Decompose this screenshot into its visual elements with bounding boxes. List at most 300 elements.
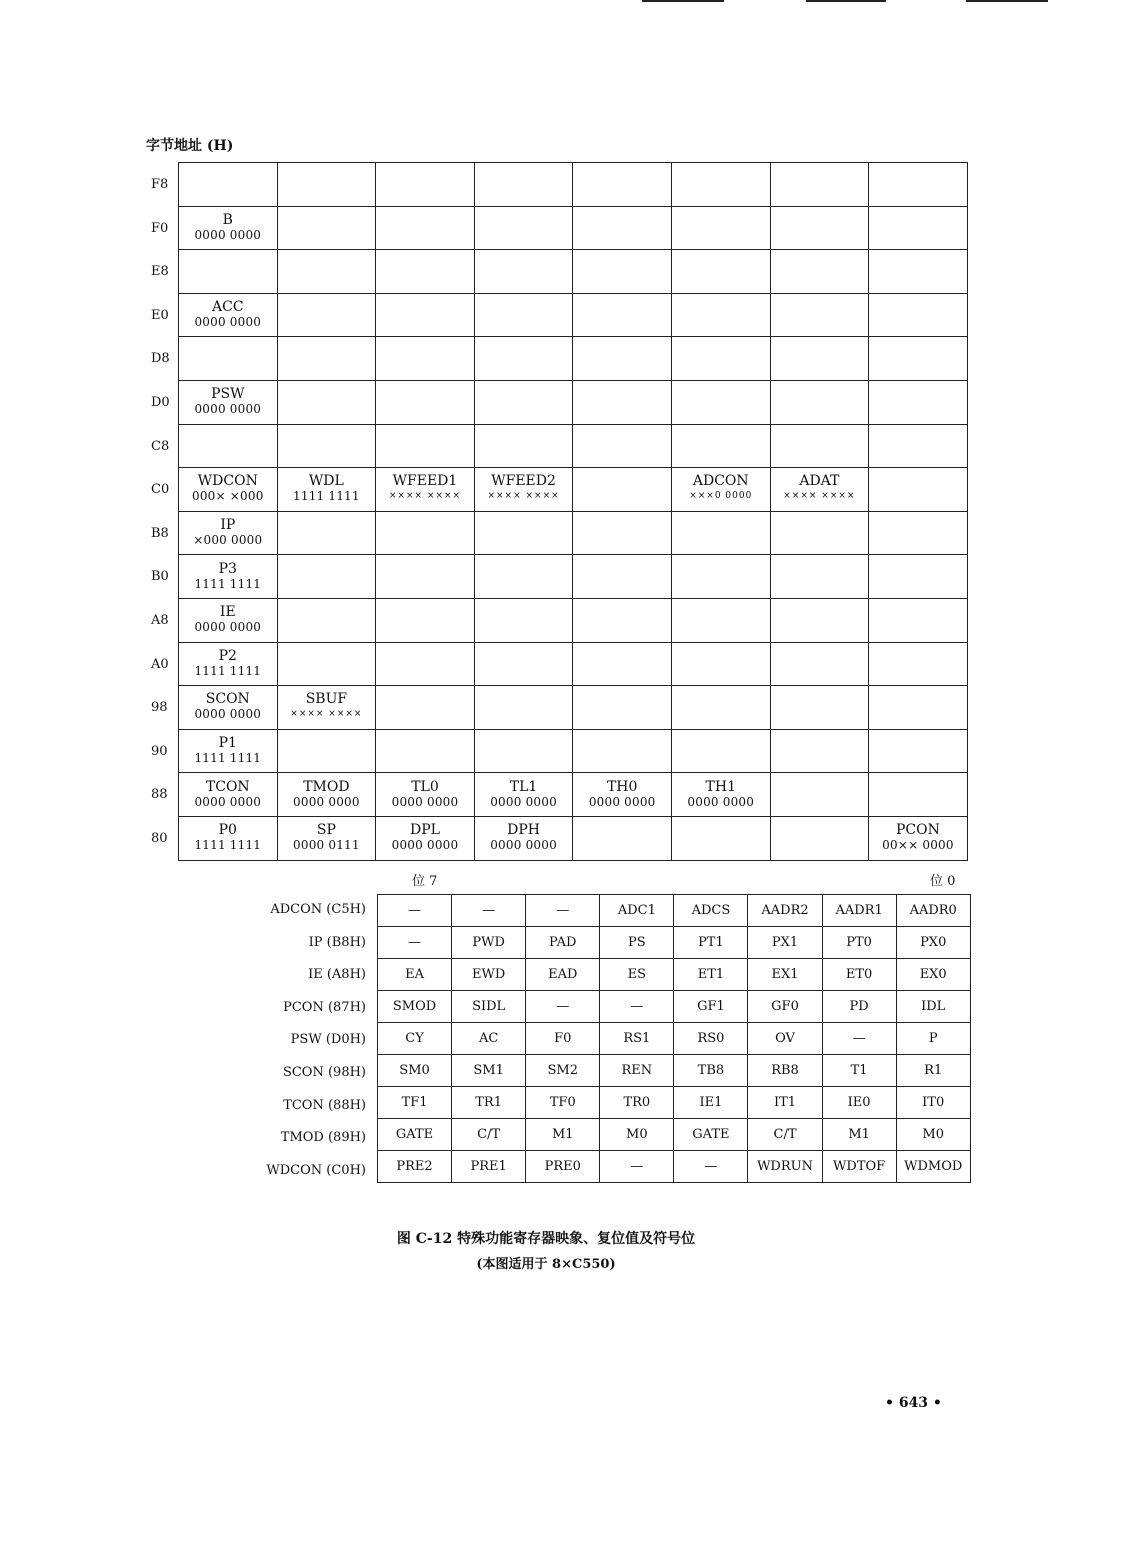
bit-cell: AC: [452, 1023, 526, 1055]
sfr-row: [179, 206, 968, 250]
reset-value: 0000 0000: [687, 794, 755, 809]
row-address-label: 90: [151, 743, 168, 759]
reset-value: ×××× ××××: [783, 491, 856, 502]
sfr-cell: [277, 773, 376, 817]
bit-cell: SMOD: [378, 991, 452, 1023]
register-name: ADCON: [692, 473, 749, 490]
sfr-cell: [770, 555, 869, 599]
sfr-cell: [770, 380, 869, 424]
bit-register-label: TMOD (89H): [280, 1130, 366, 1146]
row-address-label: A8: [151, 612, 169, 628]
bit-cell: M0: [896, 1119, 970, 1151]
sfr-cell: [573, 511, 672, 555]
reset-value: ×××× ××××: [487, 491, 560, 502]
register-name: TMOD: [303, 778, 350, 795]
sfr-cell: [376, 773, 475, 817]
bit-cell: P: [896, 1023, 970, 1055]
sfr-cell: [770, 729, 869, 773]
sfr-row: [179, 773, 968, 817]
bit-cell: RS1: [600, 1023, 674, 1055]
sfr-cell: [573, 816, 672, 860]
reset-value: 0000 0000: [490, 838, 557, 853]
bit-row: [378, 1151, 971, 1183]
bit-cell: F0: [526, 1023, 600, 1055]
sfr-cell: [277, 686, 376, 730]
bit-cell: PAD: [526, 927, 600, 959]
reset-value: ×000 0000: [193, 533, 263, 548]
sfr-row: [179, 468, 968, 512]
sfr-cell: [573, 555, 672, 599]
sfr-cell: [770, 468, 869, 512]
bit0-label: 位 0: [930, 874, 956, 889]
sfr-cell: [376, 729, 475, 773]
sfr-row: [179, 337, 968, 381]
sfr-cell: [869, 511, 968, 555]
sfr-cell: [770, 642, 869, 686]
register-name: SBUF: [305, 691, 348, 708]
bit-cell: SM1: [452, 1055, 526, 1087]
register-name: PSW: [211, 386, 245, 403]
sfr-row: [179, 511, 968, 555]
bit-cell: PX0: [896, 927, 970, 959]
row-address-label: D0: [151, 394, 170, 410]
bit-register-label: PSW (D0H): [290, 1032, 366, 1048]
row-address-label: 88: [151, 787, 168, 803]
row-address-label: B0: [151, 569, 169, 585]
reset-value: 1111 1111: [194, 838, 262, 853]
bit-cell: IE1: [674, 1087, 748, 1119]
sfr-cell: [770, 337, 869, 381]
sfr-cell: [376, 206, 475, 250]
reset-value: 1111 1111: [194, 576, 262, 591]
sfr-cell: [277, 555, 376, 599]
sfr-cell: [376, 555, 475, 599]
sfr-cell: [474, 686, 573, 730]
bit-cell: TR0: [600, 1087, 674, 1119]
bit-register-label: WDCON (C0H): [266, 1162, 366, 1178]
bit-cell: PRE1: [452, 1151, 526, 1183]
row-address-label: E0: [151, 307, 169, 323]
row-address-label: E8: [151, 264, 169, 280]
bit-cell: WDTOF: [822, 1151, 896, 1183]
register-name: DPH: [507, 822, 540, 839]
sfr-cell: [376, 337, 475, 381]
reset-value: 0000 0111: [293, 838, 360, 853]
bit-cell: AADR2: [748, 895, 822, 927]
bit-cell: WDRUN: [748, 1151, 822, 1183]
sfr-cell: [277, 511, 376, 555]
sfr-cell: [376, 686, 475, 730]
bit-row: [378, 1087, 971, 1119]
sfr-row: [179, 250, 968, 294]
register-name: WFEED2: [491, 473, 556, 490]
sfr-cell: [869, 468, 968, 512]
sfr-cell: [376, 163, 475, 207]
sfr-cell: [474, 773, 573, 817]
sfr-cell: [179, 511, 278, 555]
bit-cell: ES: [600, 959, 674, 991]
bit-cell: —: [526, 895, 600, 927]
bit-cell: GF0: [748, 991, 822, 1023]
sfr-row: [179, 686, 968, 730]
sfr-cell: [179, 424, 278, 468]
sfr-cell: [179, 555, 278, 599]
bit-cell: EX1: [748, 959, 822, 991]
register-name: P0: [218, 822, 237, 839]
sfr-cell: [277, 206, 376, 250]
sfr-row: [179, 729, 968, 773]
reset-value: 1111 1111: [194, 663, 262, 678]
sfr-cell: [671, 206, 770, 250]
sfr-row: [179, 816, 968, 860]
top-rule: [642, 0, 724, 2]
sfr-cell: [573, 729, 672, 773]
row-address-labels: [145, 163, 177, 861]
sfr-cell: [869, 206, 968, 250]
sfr-cell: [474, 293, 573, 337]
bit-cell: AADR1: [822, 895, 896, 927]
sfr-cell: [573, 642, 672, 686]
sfr-cell: [770, 511, 869, 555]
bit-row: [378, 1119, 971, 1151]
sfr-row: [179, 642, 968, 686]
sfr-cell: [474, 598, 573, 642]
sfr-cell: [277, 424, 376, 468]
sfr-cell: [671, 293, 770, 337]
row-address-label: 80: [151, 830, 168, 846]
sfr-cell: [277, 293, 376, 337]
sfr-cell: [179, 729, 278, 773]
bit-register-labels: [200, 894, 372, 1187]
bit-cell: TF1: [378, 1087, 452, 1119]
reset-value: 00×× 0000: [882, 838, 954, 853]
register-name: PCON: [896, 822, 940, 839]
bit-cell: —: [822, 1023, 896, 1055]
sfr-row: [179, 293, 968, 337]
reset-value: 0000 0000: [194, 794, 262, 809]
bit-row: [378, 1023, 971, 1055]
bit-cell: ADC1: [600, 895, 674, 927]
sfr-cell: [869, 729, 968, 773]
bit-register-label: ADCON (C5H): [270, 902, 366, 917]
sfr-cell: [869, 816, 968, 860]
sfr-row: [179, 555, 968, 599]
reset-value: 0000 0000: [194, 707, 262, 722]
sfr-cell: [869, 337, 968, 381]
sfr-cell: [573, 598, 672, 642]
bit-cell: TB8: [674, 1055, 748, 1087]
sfr-cell: [376, 468, 475, 512]
bit-cell: SIDL: [452, 991, 526, 1023]
sfr-cell: [474, 468, 573, 512]
bit-cell: RB8: [748, 1055, 822, 1087]
bit-cell: PWD: [452, 927, 526, 959]
bit-cell: IE0: [822, 1087, 896, 1119]
bit-row: [378, 895, 971, 927]
sfr-cell: [179, 337, 278, 381]
reset-value: 0000 0000: [194, 620, 262, 635]
sfr-cell: [770, 598, 869, 642]
bit-cell: ADCS: [674, 895, 748, 927]
bit-cell: IT0: [896, 1087, 970, 1119]
reset-value: 1111 1111: [293, 489, 360, 504]
sfr-cell: [671, 250, 770, 294]
register-name: P2: [218, 647, 237, 664]
sfr-map-table: [178, 162, 968, 861]
register-name: ACC: [212, 299, 244, 316]
bit-cell: C/T: [748, 1119, 822, 1151]
sfr-cell: [671, 468, 770, 512]
reset-value: ×××× ××××: [290, 709, 363, 720]
top-rule: [806, 0, 886, 2]
sfr-cell: [179, 773, 278, 817]
bit-register-label: SCON (98H): [282, 1064, 366, 1080]
sfr-cell: [573, 380, 672, 424]
sfr-cell: [277, 337, 376, 381]
sfr-cell: [376, 424, 475, 468]
reset-value: 0000 0000: [194, 227, 262, 242]
register-name: TH0: [606, 778, 638, 795]
bit-cell: R1: [896, 1055, 970, 1087]
row-address-label: F8: [151, 177, 169, 192]
bit-cell: AADR0: [896, 895, 970, 927]
sfr-cell: [179, 686, 278, 730]
bit-cell: EA: [378, 959, 452, 991]
figure-caption: 图 C-12 特殊功能寄存器映象、复位值及符号位: [396, 1231, 696, 1247]
sfr-cell: [376, 598, 475, 642]
sfr-cell: [869, 293, 968, 337]
sfr-cell: [277, 250, 376, 294]
reset-value: 0000 0000: [194, 315, 262, 330]
bit-cell: SM0: [378, 1055, 452, 1087]
sfr-cell: [869, 163, 968, 207]
bit-register-label: IP (B8H): [308, 934, 366, 950]
sfr-cell: [277, 729, 376, 773]
sfr-cell: [277, 380, 376, 424]
sfr-cell: [179, 206, 278, 250]
bit-cell: IT1: [748, 1087, 822, 1119]
bit-cell: GATE: [674, 1119, 748, 1151]
bit-cell: EWD: [452, 959, 526, 991]
sfr-cell: [376, 293, 475, 337]
row-address-label: F0: [151, 220, 169, 236]
bit-row: [378, 1055, 971, 1087]
register-name: IE: [219, 604, 236, 621]
figure-subcaption: (本图适用于 8×C550): [476, 1257, 616, 1272]
bit-cell: —: [452, 895, 526, 927]
sfr-cell: [474, 337, 573, 381]
sfr-cell: [671, 729, 770, 773]
reset-value: ×××× ××××: [388, 491, 462, 502]
bit-cell: SM2: [526, 1055, 600, 1087]
bit-cell: IDL: [896, 991, 970, 1023]
bit-row: [378, 959, 971, 991]
sfr-cell: [671, 163, 770, 207]
bit-cell: T1: [822, 1055, 896, 1087]
sfr-cell: [671, 642, 770, 686]
row-address-label: 98: [151, 700, 168, 716]
sfr-cell: [376, 380, 475, 424]
sfr-cell: [573, 468, 672, 512]
sfr-cell: [869, 642, 968, 686]
bit-cell: CY: [378, 1023, 452, 1055]
sfr-row: [179, 380, 968, 424]
sfr-cell: [671, 773, 770, 817]
sfr-cell: [474, 555, 573, 599]
bit-cell: GATE: [378, 1119, 452, 1151]
register-name: TH1: [705, 778, 736, 795]
sfr-row: [179, 163, 968, 207]
bit-cell: PT0: [822, 927, 896, 959]
bit-cell: TF0: [526, 1087, 600, 1119]
reset-value: 000× ×000: [192, 489, 264, 504]
bit-cell: C/T: [452, 1119, 526, 1151]
sfr-cell: [573, 206, 672, 250]
sfr-cell: [671, 380, 770, 424]
sfr-cell: [770, 206, 869, 250]
sfr-cell: [869, 424, 968, 468]
bit-symbol-table: [377, 894, 971, 1183]
bit-cell: EAD: [526, 959, 600, 991]
sfr-cell: [474, 511, 573, 555]
sfr-cell: [671, 555, 770, 599]
bit-cell: OV: [748, 1023, 822, 1055]
bit7-label: 位 7: [412, 874, 438, 889]
register-name: TCON: [205, 778, 250, 795]
sfr-cell: [671, 424, 770, 468]
bit-row: [378, 991, 971, 1023]
sfr-cell: [179, 250, 278, 294]
row-address-label: B8: [151, 525, 169, 541]
bit-cell: PD: [822, 991, 896, 1023]
page-number: • 643 •: [885, 1395, 942, 1411]
reset-value: 0000 0000: [391, 838, 459, 853]
sfr-cell: [277, 468, 376, 512]
sfr-cell: [573, 424, 672, 468]
top-rule: [966, 0, 1048, 2]
sfr-cell: [770, 250, 869, 294]
sfr-cell: [671, 816, 770, 860]
bit-row: [378, 927, 971, 959]
sfr-cell: [179, 816, 278, 860]
sfr-cell: [573, 293, 672, 337]
reset-value: 0000 0000: [194, 402, 262, 417]
sfr-cell: [474, 380, 573, 424]
register-name: DPL: [410, 822, 440, 839]
sfr-cell: [671, 511, 770, 555]
sfr-row: [179, 598, 968, 642]
sfr-cell: [573, 686, 672, 730]
bit-cell: REN: [600, 1055, 674, 1087]
bit-register-label: IE (A8H): [308, 967, 366, 983]
reset-value: 0000 0000: [293, 794, 360, 809]
register-name: SP: [316, 822, 336, 839]
row-address-label: D8: [151, 351, 170, 367]
sfr-cell: [770, 163, 869, 207]
register-name: TL0: [411, 778, 439, 795]
sfr-cell: [179, 598, 278, 642]
sfr-cell: [474, 206, 573, 250]
bit-cell: ET0: [822, 959, 896, 991]
register-name: WDCON: [197, 473, 258, 490]
reset-value: 0000 0000: [391, 794, 459, 809]
bit-cell: —: [378, 927, 452, 959]
bit-cell: PRE0: [526, 1151, 600, 1183]
reset-value: ×××0 0000: [689, 491, 753, 502]
bit-cell: PS: [600, 927, 674, 959]
reset-value: 0000 0000: [588, 794, 656, 809]
register-name: ADAT: [799, 473, 840, 490]
sfr-cell: [671, 686, 770, 730]
bit-register-label: TCON (88H): [283, 1097, 366, 1113]
register-name: B: [222, 211, 233, 228]
sfr-cell: [277, 163, 376, 207]
sfr-cell: [770, 686, 869, 730]
bit-cell: —: [526, 991, 600, 1023]
bit-cell: PRE2: [378, 1151, 452, 1183]
sfr-cell: [474, 424, 573, 468]
register-name: P3: [218, 560, 237, 577]
byte-address-title: 字节地址 (H): [146, 138, 234, 154]
bit-cell: —: [600, 1151, 674, 1183]
bit-cell: PX1: [748, 927, 822, 959]
sfr-cell: [474, 816, 573, 860]
bit-cell: ET1: [674, 959, 748, 991]
sfr-cell: [671, 598, 770, 642]
sfr-cell: [671, 337, 770, 381]
bit-cell: —: [378, 895, 452, 927]
sfr-cell: [277, 598, 376, 642]
sfr-cell: [770, 424, 869, 468]
sfr-cell: [869, 250, 968, 294]
bit-cell: GF1: [674, 991, 748, 1023]
register-name: SCON: [205, 691, 250, 708]
register-name: IP: [220, 517, 236, 534]
row-address-label: C8: [151, 438, 170, 454]
sfr-cell: [770, 293, 869, 337]
sfr-cell: [869, 686, 968, 730]
sfr-cell: [179, 468, 278, 512]
sfr-cell: [573, 337, 672, 381]
sfr-cell: [277, 642, 376, 686]
bit-cell: M1: [822, 1119, 896, 1151]
sfr-cell: [573, 163, 672, 207]
sfr-cell: [376, 511, 475, 555]
bit-cell: M0: [600, 1119, 674, 1151]
sfr-cell: [474, 642, 573, 686]
bit-cell: —: [674, 1151, 748, 1183]
bit-cell: —: [600, 991, 674, 1023]
sfr-cell: [869, 380, 968, 424]
sfr-cell: [376, 250, 475, 294]
bit-cell: EX0: [896, 959, 970, 991]
sfr-cell: [869, 555, 968, 599]
register-name: WDL: [308, 473, 344, 490]
register-name: WFEED1: [392, 473, 458, 490]
sfr-cell: [869, 598, 968, 642]
bit-cell: TR1: [452, 1087, 526, 1119]
sfr-cell: [179, 642, 278, 686]
sfr-cell: [474, 163, 573, 207]
sfr-cell: [770, 773, 869, 817]
sfr-cell: [277, 816, 376, 860]
sfr-cell: [376, 816, 475, 860]
row-address-label: C0: [151, 482, 170, 498]
sfr-cell: [474, 250, 573, 294]
bit-register-label: PCON (87H): [283, 999, 366, 1015]
sfr-cell: [179, 163, 278, 207]
bit-cell: PT1: [674, 927, 748, 959]
